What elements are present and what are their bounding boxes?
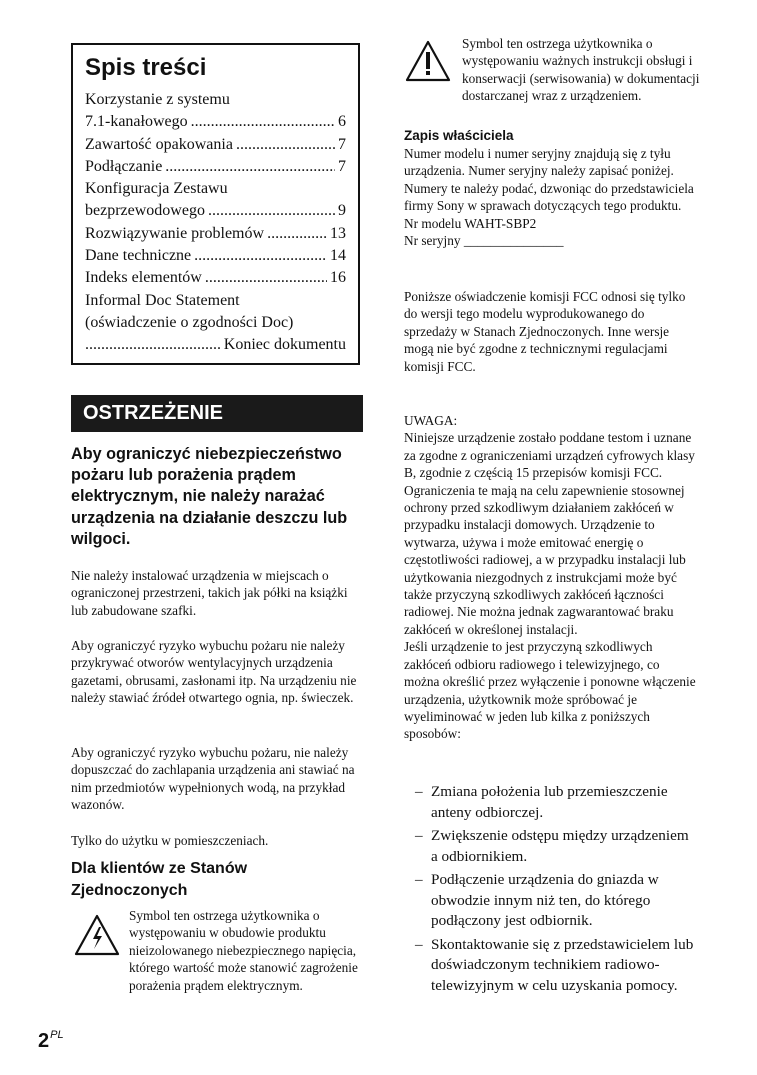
toc-entry[interactable]: Podłączanie ..... 7	[85, 156, 346, 178]
toc-entry[interactable]: 7.1-kanałowego ..... 6	[85, 111, 346, 133]
electric-shock-warning-icon	[74, 914, 120, 956]
toc-entry[interactable]: Rozwiązywanie problemów ..... 13	[85, 223, 346, 245]
fcc-paragraph-3: Jeśli urządzenie to jest przyczyną szkodliwych zakłóceń odbioru radiowego i telewizyjnego, co można określić przez wyłączenie i ponowne włączenie urządzenia, użytkownik może spróbować je wyeliminować w jeden lub kilka z poniższych sposobów:	[404, 639, 696, 742]
serial-number: Nr seryjny _______________	[404, 233, 564, 249]
fcc-note-block	[404, 412, 696, 743]
toc-entry[interactable]: Konfiguracja Zestawu	[85, 180, 228, 198]
toc-entry[interactable]: bezprzewodowego ..... 9	[85, 200, 346, 222]
model-number: Nr modelu WAHT-SBP2	[404, 215, 537, 231]
toc-entry[interactable]: Indeks elementów ..... 16	[85, 267, 346, 289]
warning-paragraph-4: Tylko do użytku w pomieszczeniach.	[71, 833, 269, 848]
toc-entry[interactable]: Dane techniczne ..... 14	[85, 245, 346, 267]
exclamation-symbol-description: Symbol ten ostrzega użytkownika o występowaniu ważnych instrukcji obsługi i konserwacji (serwisowania) w dokumentacji dostarczanej wraz z urządzeniem.	[462, 36, 700, 104]
toc-entry[interactable]: Korzystanie z systemu	[85, 91, 230, 108]
fcc-note-label: UWAGA:	[404, 413, 458, 428]
voltage-symbol-description: Symbol ten ostrzega użytkownika o występowaniu w obudowie produktu nieizolowanego niebezpiecznego napięcia, którego wartość może stanowić zagrożenie porażenia prądem elektrycznym.	[129, 908, 358, 993]
list-item: – Podłączenie urządzenia do gniazda w obwodzie innym niż ten, do którego podłączony jest odbiornik.	[415, 871, 659, 929]
page-number: $2^{PL}$	[38, 1029, 64, 1052]
exclamation-warning-icon	[405, 40, 451, 82]
toc-title: Spis treści	[85, 54, 207, 81]
warning-paragraph-3: Aby ograniczyć ryzyko wybuchu pożaru, nie należy dopuszczać do zachlapania urządzenia ani stawiać na nim przedmiotów wypełnionych wodą, na przykład wazonów.	[71, 745, 355, 813]
fcc-remedies-list	[404, 782, 699, 999]
owner-record-heading: Zapis właściciela	[404, 128, 514, 143]
fcc-paragraph-1: Poniższe oświadczenie komisji FCC odnosi się tylko do wersji tego modelu wyprodukowanego do sprzedaży w Stanach Zjednoczonych. Inne wersje mogą nie być zgodne z technicznymi regulacjami komisji FCC.	[404, 289, 686, 374]
toc-entry[interactable]: Informal Doc Statement	[85, 291, 240, 309]
us-customers-heading: Dla klientów ze Stanów Zjednoczonych	[71, 860, 248, 899]
toc-entry[interactable]: ..... Koniec dokumentu	[85, 334, 346, 356]
list-item: – Zmiana położenia lub przemieszczenie anteny odbiorczej.	[415, 783, 668, 821]
warning-paragraph-2: Aby ograniczyć ryzyko wybuchu pożaru nie należy przykrywać otworów wentylacyjnych urządzenia gazetami, obrusami, zasłonami itp. Na urządzeniu nie należy stawiać źródeł otwartego ognia, np. świeczek.	[71, 638, 357, 706]
toc-entry[interactable]: (oświadczenie o zgodności Doc)	[85, 313, 294, 331]
page-language: PL	[50, 1029, 64, 1041]
owner-record-text: Numer modelu i numer seryjny znajdują się z tyłu urządzenia. Numer seryjny należy zapisać poniżej. Numery te należy podać, dzwoniąc do przedstawiciela firmy Sony w sprawach dotyczących tego produktu.	[404, 146, 694, 214]
owner-record-block	[404, 145, 696, 249]
warning-bold-text: Aby ograniczyć niebezpieczeństwo pożaru lub porażenia prądem elektrycznym, nie należy narażać urządzenia na działanie deszczu lub wilgoci.	[71, 445, 348, 548]
warning-banner: OSTRZEŻENIE	[71, 395, 363, 432]
warning-paragraph-1: Nie należy instalować urządzenia w miejscach o ograniczonej przestrzeni, takich jak półki na książki lub zabudowane szafki.	[71, 568, 348, 618]
list-item: – Zwiększenie odstępu między urządzeniem a odbiornikiem.	[415, 827, 689, 865]
table-of-contents	[71, 43, 360, 365]
fcc-paragraph-2: Niniejsze urządzenie zostało poddane testom i uznane za zgodne z ograniczeniami urządzeń cyfrowych klasy B, zgodnie z częścią 15 przepisów komisji FCC. Ograniczenia te mają na celu zapewnienie stosownej ochrony przed szkodliwym działaniem zakłóceń w przypadku instalacji domowych. Urządzenie to wytwarza, używa i może emitować energię o częstotliwości radiowej, a w przypadku instalacji lub użytkowania niezgodnych z instrukcjami może być także przyczyną szkodliwych zakłóceń łączności radiowej. Nie można jednak zagwarantować braku zakłóceń w określonej instalacji.	[404, 430, 695, 637]
list-item: – Skontaktowanie się z przedstawicielem lub doświadczonym technikiem radiowo-telewizyjnym w celu uzyskania pomocy.	[415, 935, 694, 994]
toc-entry[interactable]: Zawartość opakowania ..... 7	[85, 134, 346, 156]
